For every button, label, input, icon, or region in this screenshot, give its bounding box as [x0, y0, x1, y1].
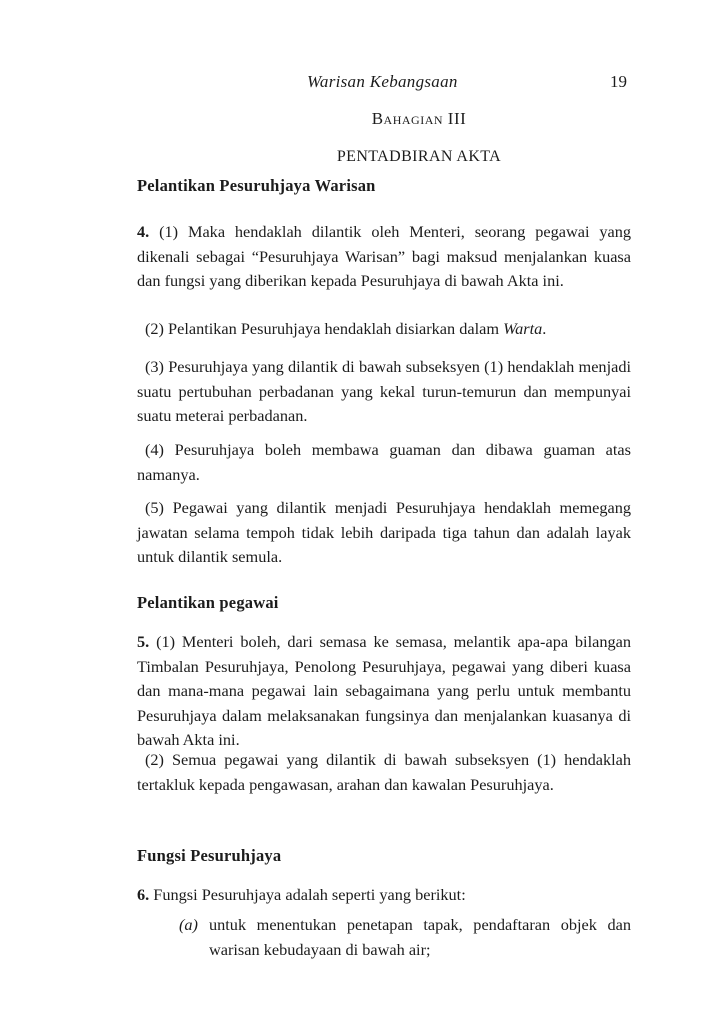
section-4-para-2-text: (2) Pelantikan Pesuruhjaya hendaklah disiarkan dalam — [145, 319, 504, 338]
section-5-heading: Pelantikan pegawai — [137, 593, 279, 612]
section-6-intro-text: Fungsi Pesuruhjaya adalah seperti yang berikut: — [153, 885, 466, 904]
section-4-para-5: (5) Pegawai yang dilantik menjadi Pesuruhjaya hendaklah memegang jawatan selama tempoh tidak lebih daripada tiga tahun dan adalah layak untuk dilantik semula. — [137, 498, 631, 567]
section-4-para-2 — [137, 317, 631, 342]
section-6-number: 6. — [137, 885, 150, 904]
section-5-number: 5. — [137, 632, 150, 651]
section-4-heading: Pelantikan Pesuruhjaya Warisan — [137, 176, 376, 195]
section-5-para-1 — [137, 630, 631, 753]
part-label — [137, 109, 631, 129]
page-number: 19 — [610, 72, 627, 91]
part-title: PENTADBIRAN AKTA — [336, 148, 502, 165]
section-4-para-2-emphasis: Warta — [503, 319, 543, 338]
section-4-number: 4. — [137, 222, 150, 241]
item-a-label: (a) — [179, 915, 198, 934]
section-6-item-a — [179, 913, 631, 962]
item-a-text: untuk menentukan penetapan tapak, pendaftaran objek dan warisan kebudayaan di bawah air; — [209, 915, 631, 959]
section-4-para-2-end: . — [542, 319, 547, 338]
section-4-para-4: (4) Pesuruhjaya boleh membawa guaman dan dibawa guaman atas namanya. — [137, 440, 631, 484]
section-6-heading: Fungsi Pesuruhjaya — [137, 846, 282, 865]
page-header — [137, 72, 631, 102]
section-4-para-1-text: (1) Maka hendaklah dilantik oleh Menteri, seorang pegawai yang dikenali sebagai “Pesuruhjaya Warisan” bagi maksud menjalankan kuasa dan fungsi yang diberikan kepada Pesuruhjaya di bawah Akta ini. — [137, 222, 631, 291]
part-label-text: Bahagian III — [371, 109, 467, 128]
section-5-para-2: (2) Semua pegawai yang dilantik di bawah subseksyen (1) hendaklah tertakluk kepada pengawasan, arahan dan kawalan Pesuruhjaya. — [137, 750, 631, 794]
section-5-para-1-text: (1) Menteri boleh, dari semasa ke semasa, melantik apa-apa bilangan Timbalan Pesuruhjaya, Penolong Pesuruhjaya, pegawai yang diberi kuasa dan mana-mana pegawai lain sebagaimana yang perlu untuk membantu Pesuruhjaya dalam melaksanakan fungsinya dan menjalankan kuasanya di bawah Akta ini. — [137, 632, 631, 750]
running-title: Warisan Kebangsaan — [307, 72, 458, 91]
section-6-intro — [137, 883, 631, 908]
section-4-para-1 — [137, 220, 631, 294]
section-4-para-3: (3) Pesuruhjaya yang dilantik di bawah subseksyen (1) hendaklah menjadi suatu pertubuhan perbadanan yang kekal turun-temurun dan mempunyai suatu meterai perbadanan. — [137, 357, 631, 426]
